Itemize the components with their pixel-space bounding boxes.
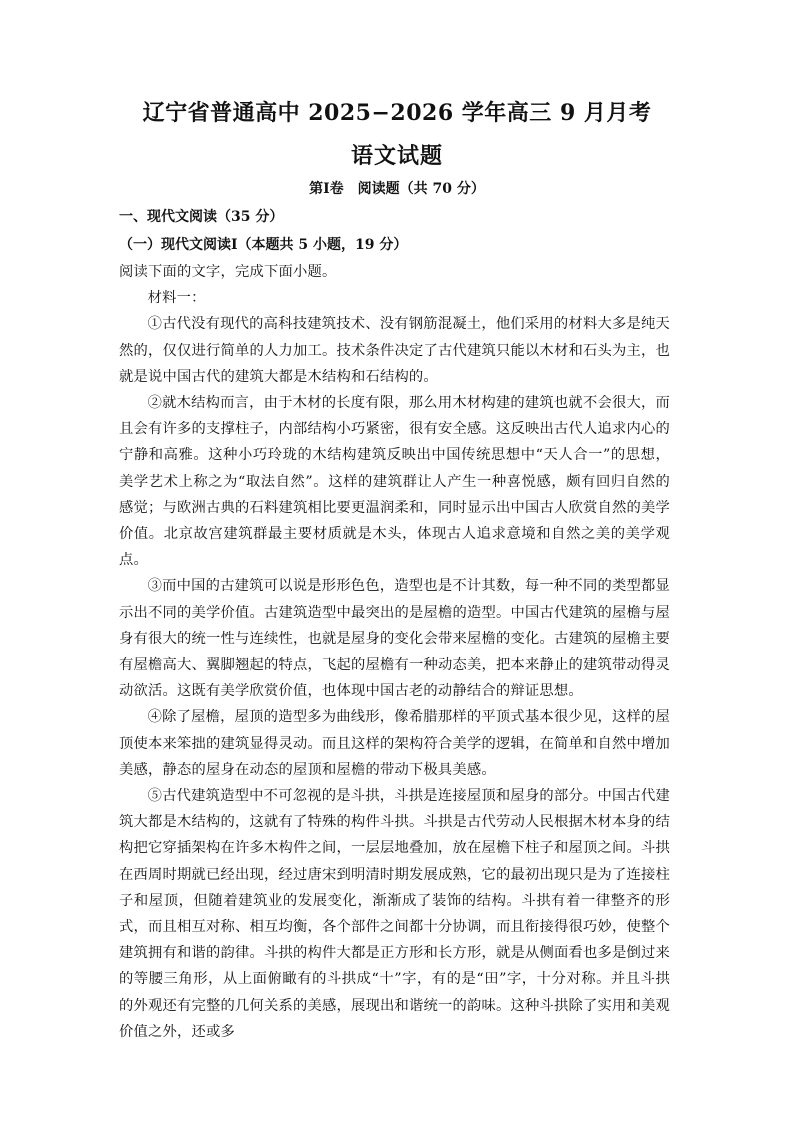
subject-title: 语文试题 <box>350 143 443 169</box>
exam-title: 辽宁省普通高中 2025−2026 学年高三 9 月月考 <box>142 100 652 126</box>
passage-body <box>119 259 670 1045</box>
instruction-text: 阅读下面的文字，完成下面小题。 <box>119 264 337 280</box>
section-heading: 一、现代文阅读（35 分） <box>119 209 284 225</box>
material-label: 材料一： <box>147 290 206 307</box>
paragraph-3: ③而中国的古建筑可以说是形形色色，造型也是不计其数，每一种不同的类型都显示出不同的美学价值。古建筑造型中最突出的是屋檐的造型。中国古代建筑的屋檐与屋身有很大的统一性与连续性，也就是屋身的变化会带来屋檐的变化。古建筑的屋檐主要有屋檐高大、翼脚翘起的特点，飞起的屋檐有一种动态美，把本来静止的建筑带动得灵动欲活。这既有美学欣赏价值，也体现中国古老的动静结合的辩证思想。 <box>119 578 670 700</box>
paragraph-5: ⑤古代建筑造型中不可忽视的是斗拱，斗拱是连接屋顶和屋身的部分。中国古代建筑大都是木结构的，这就有了特殊的构件斗拱。斗拱是古代劳动人民根据木材本身的结构把它穿插架构在许多木构件之间，一层层地叠加，放在屋檐下柱子和屋顶之间。斗拱在西周时期就已经出现，经过唐宋到明清时期发展成熟，它的最初出现只是为了连接柱子和屋顶，但随着建筑业的发展变化，渐渐成了装饰的结构。斗拱有着一律整齐的形式，而且相互对称、相互均衡，各个部件之间都十分协调，而且衔接得很巧妙，使整个建筑拥有和谐的韵律。斗拱的构件大都是正方形和长方形，就是从侧面看也多是倒过来的等腰三角形，从上面俯瞰有的斗拱成“十”字，有的是“田”字，十分对称。并且斗拱的外观还有完整的几何关系的美感，展现出和谐统一的韵味。这种斗拱除了实用和美观价值之外，还或多 <box>119 788 670 1040</box>
paragraph-4: ④除了屋檐，屋顶的造型多为曲线形，像希腊那样的平顶式基本很少见，这样的屋顶使本来笨拙的建筑显得灵动。而且这样的架构符合美学的逻辑，在简单和自然中增加美感，静态的屋身在动态的屋顶和屋檐的带动下极具美感。 <box>119 709 670 778</box>
sub-section-heading: （一）现代文阅读Ⅰ（本题共 5 小题，19 分） <box>119 237 408 253</box>
paragraph-2: ②就木结构而言，由于木材的长度有限，那么用木材构建的建筑也就不会很大，而且会有许多的支撑柱子，内部结构小巧紧密，很有安全感。这反映出古代人追求内心的宁静和高雅。这种小巧玲珑的木结构建筑反映出中国传统思想中“天人合一”的思想，美学艺术上称之为“取法自然”。这样的建筑群让人产生一种喜悦感，颇有回归自然的感觉；与欧洲古典的石料建筑相比要更温润柔和，同时显示出中国古人欣赏自然的美学价值。北京故宫建筑群最主要材质就是木头，体现古人追求意境和自然之美的美学观点。 <box>119 395 670 569</box>
volume-heading: 第Ⅰ卷 阅读题（共 70 分） <box>309 181 485 197</box>
paragraph-1: ①古代没有现代的高科技建筑技术、没有钢筋混凝土，他们采用的材料大多是纯天然的，仅仅进行简单的人力加工。技术条件决定了古代建筑只能以木材和石头为主，也就是说中国古代的建筑大都是木结构和石结构的。 <box>119 316 670 385</box>
